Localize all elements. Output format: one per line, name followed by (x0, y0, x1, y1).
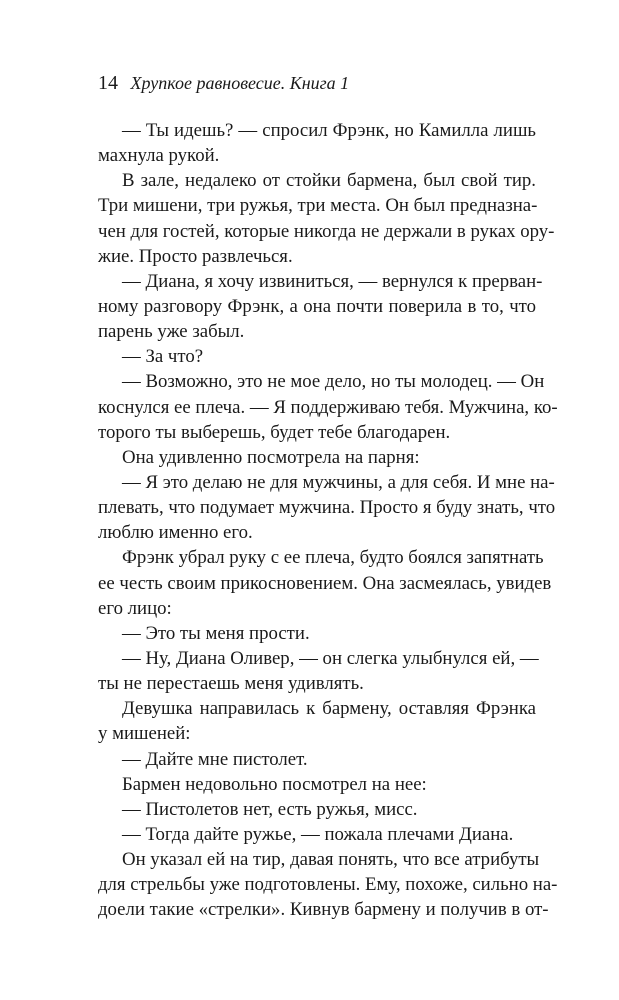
text-line: ному разговору Фрэнк, а она почти поверила в то, что (98, 295, 536, 317)
text-line: — Диана, я хочу извиниться, — вернулся к прерван- (122, 270, 543, 292)
text-line: — Дайте мне пистолет. (122, 748, 308, 770)
text-line: — Ты идешь? — спросил Фрэнк, но Камилла лишь (122, 120, 536, 141)
text-line: — Это ты меня прости. (122, 622, 310, 644)
text-line: махнула рукой. (98, 145, 220, 167)
text-line: торого ты выберешь, будет тебе благодарен. (98, 421, 451, 443)
text-line: В зале, недалеко от стойки бармена, был свой тир. (122, 170, 536, 192)
text-line: Он указал ей на тир, давая понять, что все атрибуты (122, 849, 540, 871)
text-line: доели такие «стрелки». Кивнув бармену и получив в от- (98, 899, 549, 921)
text-line: Фрэнк убрал руку с ее плеча, будто боялся запятнать (122, 547, 544, 569)
text-line: — Ну, Диана Оливер, — он слегка улыбнулся ей, — (122, 647, 539, 669)
text-line: жие. Просто развлечься. (98, 245, 293, 267)
text-line: люблю именно его. (98, 522, 253, 544)
text-line: ее честь своим прикосновением. Она засмеялась, увидев (98, 572, 552, 594)
text-line: плевать, что подумает мужчина. Просто я буду знать, что (98, 497, 556, 519)
page-number: 14 (98, 72, 118, 94)
running-header (98, 71, 349, 95)
text-line: Бармен недовольно посмотрел на нее: (122, 773, 427, 795)
text-line: — Я это делаю не для мужчины, а для себя. И мне на- (122, 471, 555, 493)
text-line: его лицо: (98, 597, 172, 619)
text-line: Три мишени, три ружья, три места. Он был предназна- (98, 195, 538, 217)
body-text (98, 118, 558, 923)
book-title: Хрупкое равновесие. Книга 1 (130, 73, 350, 93)
text-line: у мишеней: (98, 723, 191, 745)
text-line: — Тогда дайте ружье, — пожала плечами Диана. (122, 823, 514, 845)
text-line: Девушка направилась к бармену, оставляя Фрэнка (122, 698, 536, 720)
text-line: для стрельбы уже подготовлены. Ему, похоже, сильно на- (98, 874, 558, 896)
text-line: парень уже забыл. (98, 321, 245, 343)
text-line: — Пистолетов нет, есть ружья, мисс. (122, 798, 418, 820)
text-line: чен для гостей, которые никогда не держали в руках ору- (98, 220, 555, 242)
text-line: — Возможно, это не мое дело, но ты молодец. — Он (122, 371, 545, 393)
text-line: коснулся ее плеча. — Я поддерживаю тебя. Мужчина, ко- (98, 396, 558, 418)
text-line: ты не перестаешь меня удивлять. (98, 673, 364, 695)
text-line: Она удивленно посмотрела на парня: (122, 446, 420, 468)
text-line: — За что? (122, 346, 204, 368)
